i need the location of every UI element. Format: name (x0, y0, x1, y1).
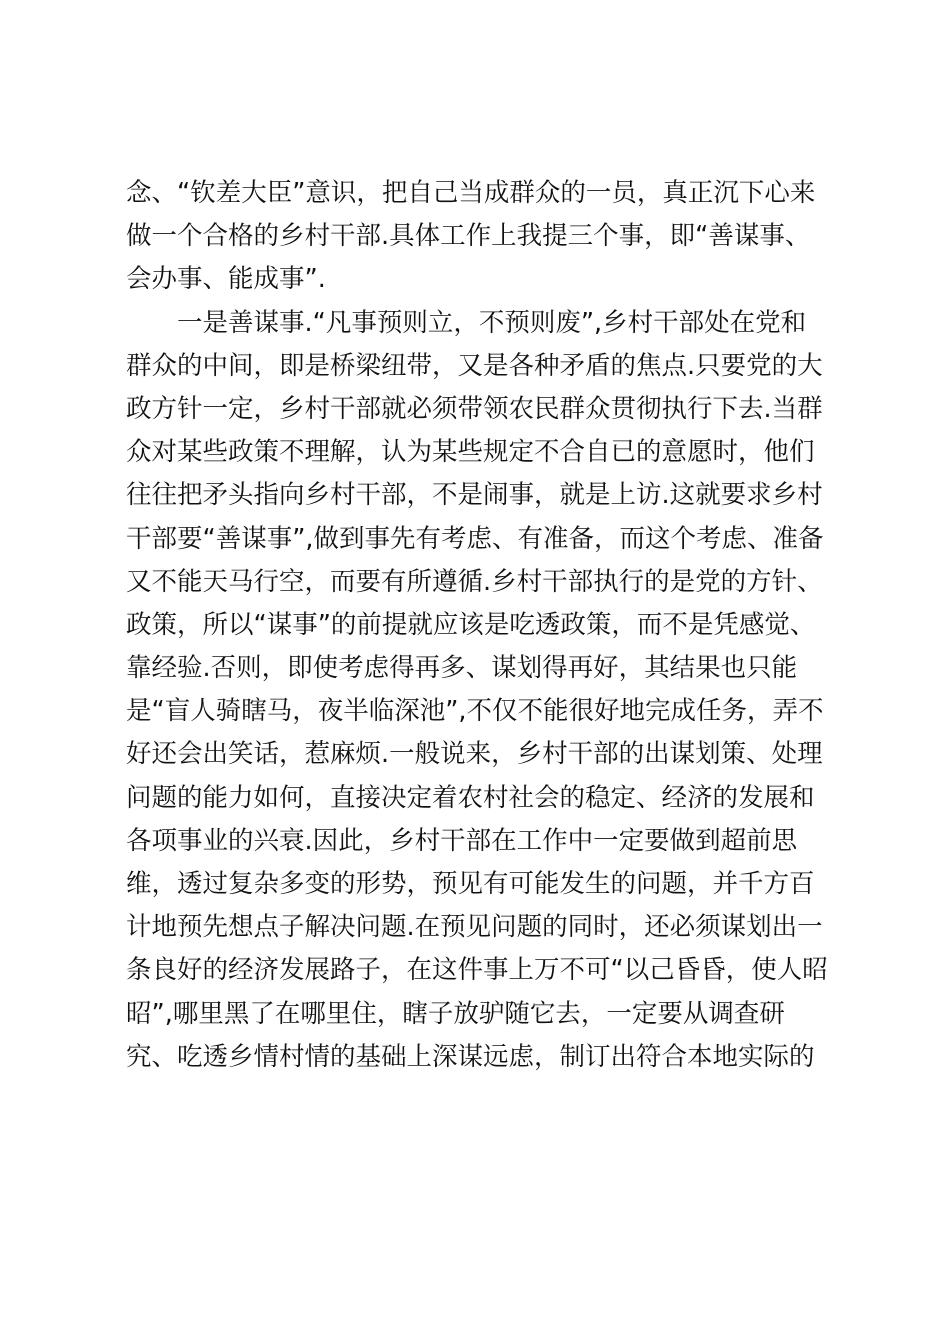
text-line: 做一个合格的乡村干部.具体工作上我提三个事，即“善谋事、 (126, 221, 811, 252)
text-line: 政策，所以“谋事”的前提就应该是吃透政策，而不是凭感觉、 (126, 609, 816, 640)
text-line: 计地预先想点子解决问题.在预见问题的同时，还必须谋划出一 (126, 912, 823, 943)
text-line: 条良好的经济发展路子，在这件事上万不可“以己昏昏，使人昭 (126, 955, 828, 986)
paragraph-first-line: 一是善谋事.“凡事预则立，不预则废”,乡村干部处在党和 (177, 307, 807, 338)
text-line: 好还会出笑话，惹麻烦.一般说来，乡村干部的出谋划策、处理 (126, 739, 823, 770)
text-line: 问题的能力如何，直接决定着农村社会的稳定、经济的发展和 (126, 782, 815, 813)
text-line: 群众的中间，即是桥梁纽带，又是各种矛盾的焦点.只要党的大 (126, 350, 823, 381)
text-line: 政方针一定，乡村干部就必须带领农民群众贯彻执行下去.当群 (126, 393, 823, 424)
text-line: 众对某些政策不理解，认为某些规定不合自已的意愿时，他们 (126, 437, 815, 468)
text-line: 靠经验.否则，即使考虑得再多、谋划得再好，其结果也只能 (126, 653, 798, 684)
text-line: 会办事、能成事”. (126, 264, 326, 295)
text-line: 究、吃透乡情村情的基础上深谋远虑，制订出符合本地实际的 (126, 1041, 815, 1072)
text-line: 维，透过复杂多变的形势，预见有可能发生的问题，并千方百 (126, 869, 815, 899)
text-line: 念、“钦差大臣”意识，把自己当成群众的一员，真正沉下心来 (126, 178, 816, 208)
text-line: 干部要“善谋事”,做到事先有考虑、有准备，而这个考虑、准备 (126, 523, 824, 554)
text-line: 又不能天马行空，而要有所遵循.乡村干部执行的是党的方针、 (126, 566, 823, 597)
body-text (126, 172, 836, 1079)
text-line: 是“盲人骑瞎马，夜半临深池”,不仅不能很好地完成任务，弄不 (126, 696, 824, 727)
text-line: 往往把矛头指向乡村干部，不是闹事，就是上访.这就要求乡村 (126, 480, 823, 511)
text-line: 各项事业的兴衰.因此，乡村干部在工作中一定要做到超前思 (126, 825, 798, 856)
text-line: 昭”,哪里黑了在哪里住，瞎子放驴随它去，一定要从调查研 (126, 998, 785, 1029)
